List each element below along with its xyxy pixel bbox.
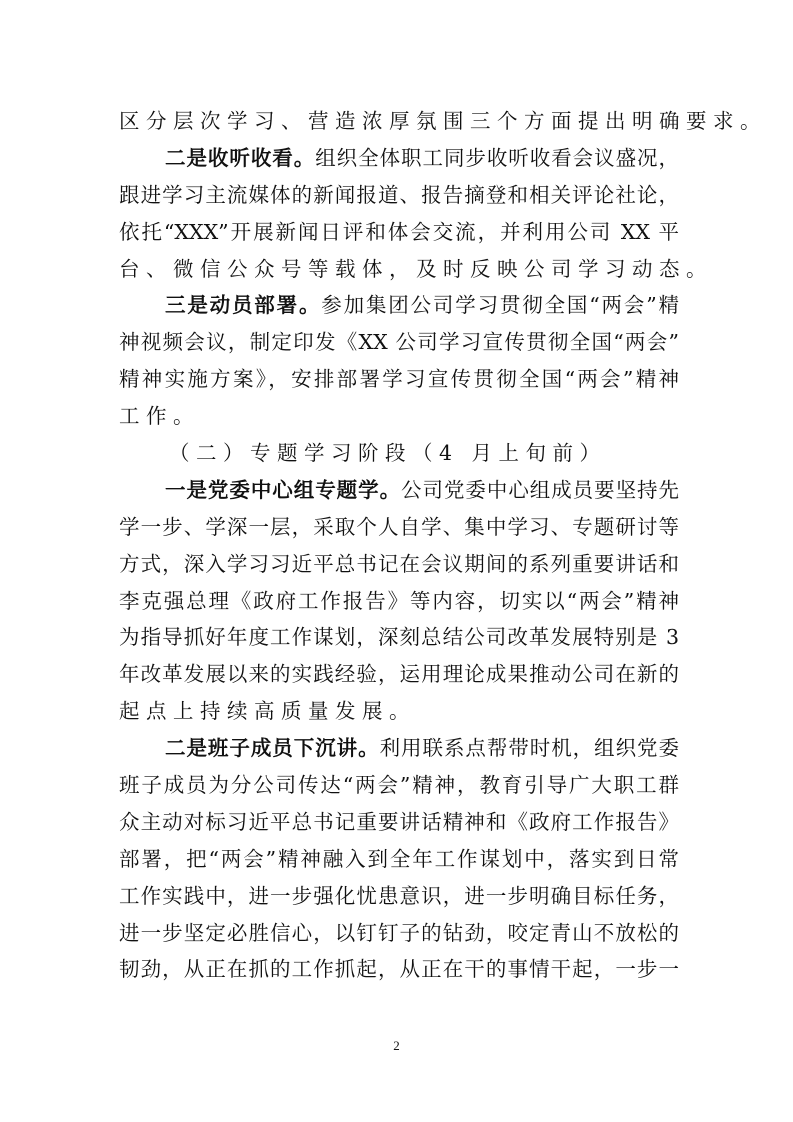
bold-lead-in: 二是收听收看。	[165, 145, 316, 170]
text-line	[119, 878, 679, 915]
line-text: 年改革发展以来的实践经验，运用理论成果推动公司在新的	[119, 662, 679, 687]
text-line	[119, 509, 679, 546]
text-line	[119, 804, 679, 841]
text-line	[119, 767, 679, 804]
line-text: 参加集团公司学习贯彻全国“两会”精	[321, 293, 679, 318]
line-text: 神视频会议，制定印发《XX 公司学习宣传贯彻全国“两会”	[119, 330, 679, 355]
text-line	[119, 730, 679, 767]
text-line	[119, 398, 679, 435]
text-line	[119, 324, 679, 361]
line-text: 部署，把“两会”精神融入到全年工作谋划中，落实到日常	[119, 846, 679, 871]
page-number: 2	[393, 1038, 400, 1053]
text-line	[119, 546, 679, 583]
line-text: 区分层次学习、营造浓厚氛围三个方面提出明确要求。	[119, 109, 767, 133]
line-text: 利用联系点帮带时机，组织党委	[379, 736, 680, 761]
line-text: 方式，深入学习习近平总书记在会议期间的系列重要讲话和	[119, 551, 679, 576]
line-text: （二）专题学习阶段（4 月上旬前）	[169, 441, 607, 466]
line-text: 学一步、学深一层，采取个人自学、集中学习、专题研讨等	[119, 514, 679, 539]
text-line	[119, 656, 679, 693]
text-line	[119, 583, 679, 620]
bold-lead-in: 二是班子成员下沉讲。	[165, 736, 380, 761]
line-text: 韧劲，从正在抓的工作抓起，从正在干的事情干起，一步一	[119, 957, 679, 982]
line-text: 工作。	[119, 404, 200, 429]
text-line	[119, 140, 679, 177]
text-line	[119, 472, 679, 509]
text-line	[119, 287, 679, 324]
text-line	[119, 103, 767, 140]
line-text: 跟进学习主流媒体的新闻报道、报告摘登和相关评论社论，	[119, 182, 679, 207]
line-text: 公司党委中心组成员要坚持先	[401, 477, 680, 502]
text-line	[119, 361, 679, 398]
body-text	[119, 103, 767, 988]
text-line	[119, 693, 679, 730]
line-text: 起点上持续高质量发展。	[119, 699, 416, 724]
line-text: 为指导抓好年度工作谋划，深刻总结公司改革发展特别是 3	[119, 625, 679, 650]
line-text: 台、微信公众号等载体，及时反映公司学习动态。	[119, 256, 713, 281]
bold-lead-in: 一是党委中心组专题学。	[165, 477, 402, 502]
text-line	[119, 841, 679, 878]
line-text: 依托“XXX”开展新闻日评和体会交流，并利用公司 XX 平	[119, 219, 679, 244]
text-line	[119, 619, 679, 656]
line-text: 工作实践中，进一步强化忧患意识，进一步明确目标任务，	[119, 883, 679, 908]
line-text: 进一步坚定必胜信心，以钉钉子的钻劲，咬定青山不放松的	[119, 920, 679, 945]
line-text: 班子成员为分公司传达“两会”精神，教育引导广大职工群	[119, 773, 679, 798]
line-text: 精神实施方案》，安排部署学习宣传贯彻全国“两会”精神	[119, 367, 679, 392]
text-line	[119, 251, 713, 288]
text-line	[119, 214, 679, 251]
bold-lead-in: 三是动员部署。	[165, 293, 322, 318]
text-line	[119, 177, 679, 214]
line-text: 组织全体职工同步收听收看会议盛况，	[315, 145, 680, 170]
text-line	[119, 915, 679, 952]
text-line	[119, 951, 679, 988]
text-line	[119, 435, 679, 472]
line-text: 众主动对标习近平总书记重要讲话精神和《政府工作报告》	[119, 809, 679, 834]
line-text: 李克强总理《政府工作报告》等内容，切实以“两会”精神	[119, 588, 679, 613]
